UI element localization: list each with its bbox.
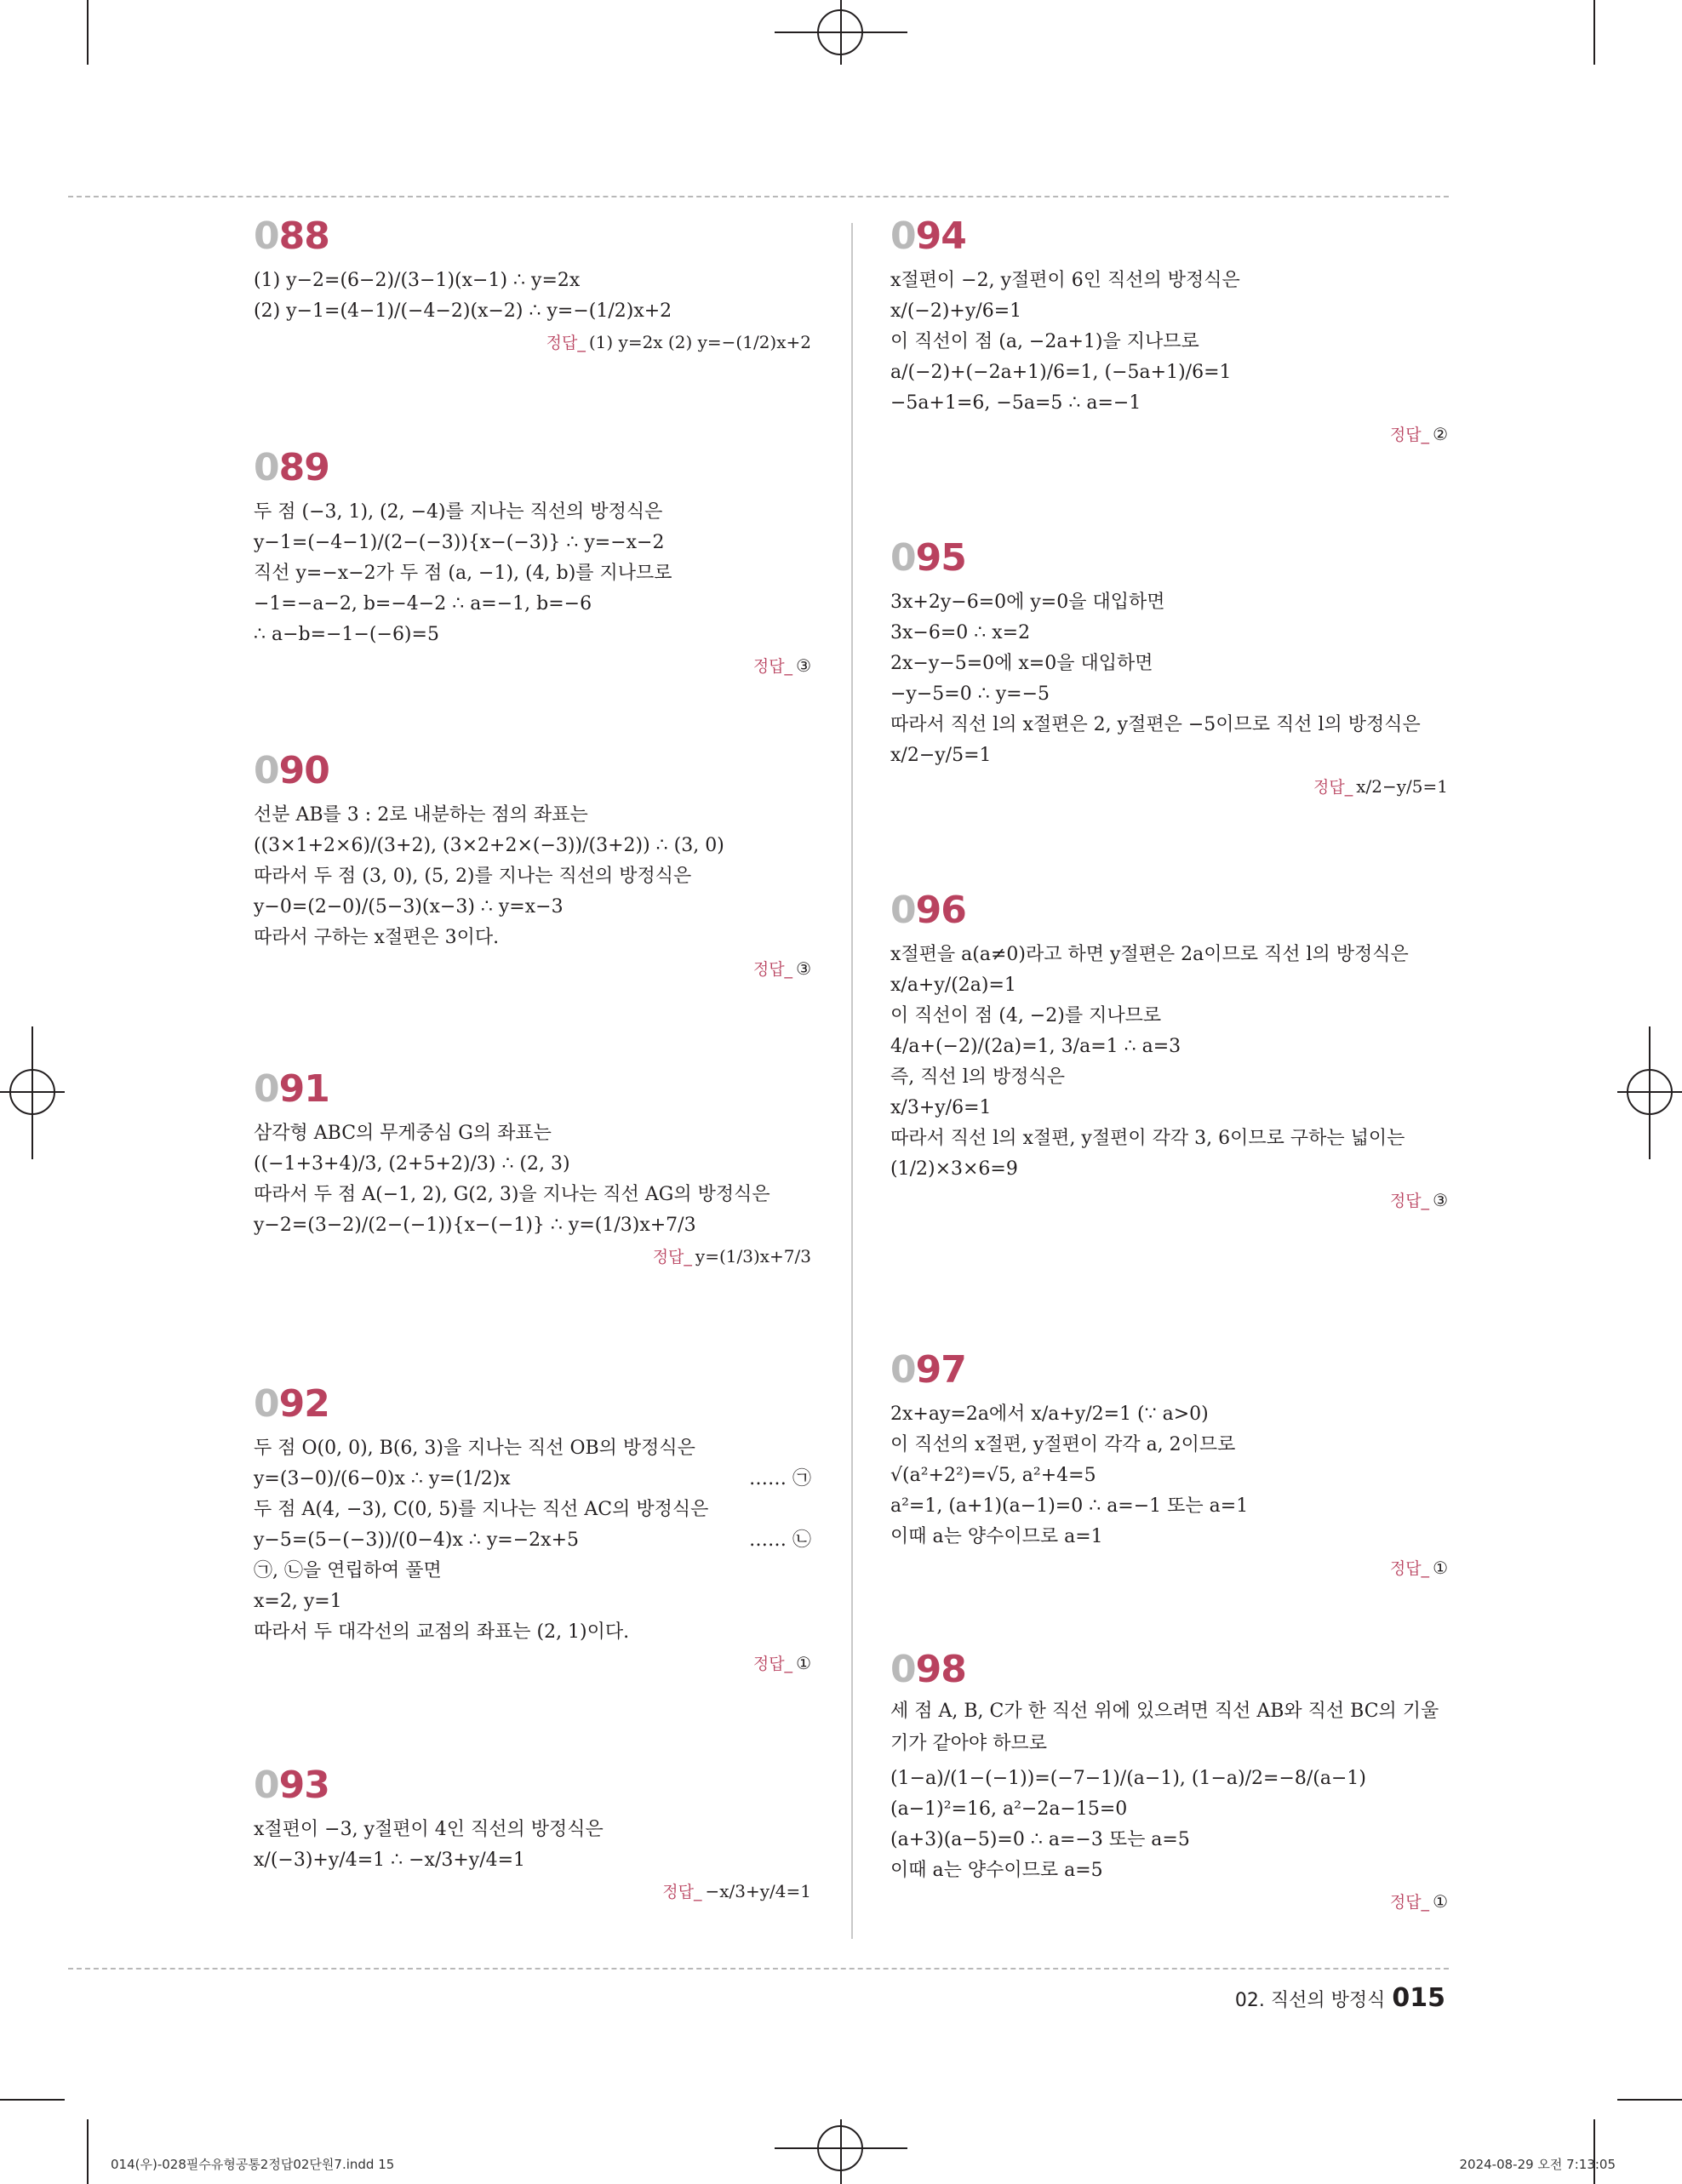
solution-line: 직선 y=−x−2가 두 점 (a, −1), (4, b)를 지나므로 [254, 563, 672, 584]
answer: 정답_ (1) y=2x (2) y=−(1/2)x+2 [546, 332, 811, 352]
solution-line: 두 점 (−3, 1), (2, −4)를 지나는 직선의 방정식은 [254, 501, 663, 523]
solution-line: y−2=(3−2)/(2−(−1)){x−(−1)} ∴ y=(1/3)x+7/3 [254, 1215, 696, 1236]
solution-line: x=2, y=1 [254, 1591, 342, 1612]
solution-line: x절편이 −2, y절편이 6인 직선의 방정식은 [890, 270, 1240, 291]
crop-mark [1617, 2099, 1682, 2101]
solution-line: −1=−a−2, b=−4−2 ∴ a=−1, b=−6 [254, 593, 592, 615]
answer: 정답_ ③ [1389, 1190, 1448, 1210]
answer: 정답_ x/2−y/5=1 [1313, 776, 1448, 797]
print-slug-file: 014(우)-028필수유형공통2정답02단원7.indd 15 [111, 2157, 395, 2172]
solution-line: (1−a)/(1−(−1))=(−7−1)/(a−1), (1−a)/2=−8/(a−1) [890, 1768, 1367, 1789]
solution-line: ㉠, ㉡을 연립하여 풀면 [254, 1560, 442, 1581]
answer: 정답_ ② [1389, 424, 1448, 444]
crop-mark [0, 2099, 65, 2101]
solution-line: 이 직선이 점 (4, −2)를 지나므로 [890, 1005, 1162, 1026]
solution-line: 따라서 두 점 (3, 0), (5, 2)를 지나는 직선의 방정식은 [254, 866, 692, 887]
solution-line: 즉, 직선 l의 방정식은 [890, 1066, 1066, 1088]
problem-090 [254, 746, 811, 980]
page-footer [1235, 1983, 1445, 2013]
solution-line: −5a+1=6, −5a=5 ∴ a=−1 [890, 392, 1141, 414]
solution-line: y−0=(2−0)/(5−3)(x−3) ∴ y=x−3 [254, 896, 564, 918]
column-divider [851, 223, 853, 1939]
solution-line: 삼각형 ABC의 무게중심 G의 좌표는 [254, 1123, 552, 1144]
answer: 정답_ ① [1389, 1558, 1448, 1578]
solution-line: ((3×1+2×6)/(3+2), (3×2+2×(−3))/(3+2)) ∴ (3, 0) [254, 835, 724, 856]
answer: 정답_ ③ [752, 958, 811, 979]
problem-number: 096 [890, 889, 966, 932]
crop-mark [87, 0, 89, 65]
solution-line: 두 점 A(4, −3), C(0, 5)를 지나는 직선 AC의 방정식은 [254, 1499, 709, 1520]
solution-line: 이 직선이 점 (a, −2a+1)을 지나므로 [890, 331, 1199, 352]
solution-line: ((−1+3+4)/3, (2+5+2)/3) ∴ (2, 3) [254, 1153, 570, 1175]
problem-number: 089 [254, 446, 329, 489]
answer: 정답_ ① [1389, 1891, 1448, 1912]
solution-line: 따라서 직선 l의 x절편은 2, y절편은 −5이므로 직선 l의 방정식은 [890, 714, 1421, 735]
solution-line: 따라서 두 대각선의 교점의 좌표는 (2, 1)이다. [254, 1621, 630, 1643]
solution-line: (a+3)(a−5)=0 ∴ a=−3 또는 a=5 [890, 1829, 1190, 1850]
solution-line: x/3+y/6=1 [890, 1097, 992, 1118]
page-number: 015 [1392, 1983, 1445, 2013]
crop-mark [1593, 0, 1595, 65]
answer: 정답_ ① [752, 1653, 811, 1673]
solution-line: 4/a+(−2)/(2a)=1, 3/a=1 ∴ a=3 [890, 1036, 1181, 1057]
solution-line: 두 점 O(0, 0), B(6, 3)을 지나는 직선 OB의 방정식은 [254, 1438, 695, 1459]
solution-line: x/(−2)+y/6=1 [890, 300, 1022, 322]
problem-093 [254, 1760, 811, 1902]
problem-094 [890, 211, 1448, 445]
problem-number: 092 [254, 1382, 329, 1426]
answer: 정답_ ③ [752, 655, 811, 676]
bottom-dashed-rule [68, 1968, 1449, 1970]
problem-091 [254, 1064, 811, 1267]
solution-line: x/a+y/(2a)=1 [890, 975, 1016, 996]
solution-line: y=(3−0)/(6−0)x ∴ y=(1/2)x …… ㉠ [254, 1468, 811, 1489]
problem-089 [254, 443, 811, 677]
problem-095 [890, 533, 1448, 798]
solution-line: 따라서 직선 l의 x절편, y절편이 각각 3, 6이므로 구하는 넓이는 [890, 1128, 1405, 1149]
solution-line: √(a²+2²)=√5, a²+4=5 [890, 1465, 1096, 1486]
solution-line: (1) y−2=(6−2)/(3−1)(x−1) ∴ y=2x [254, 270, 581, 291]
solution-line: 따라서 두 점 A(−1, 2), G(2, 3)을 지나는 직선 AG의 방정식은 [254, 1184, 770, 1205]
solution-line: 선분 AB를 3 : 2로 내분하는 점의 좌표는 [254, 804, 588, 826]
solution-line: (1/2)×3×6=9 [890, 1158, 1018, 1180]
solution-line: −y−5=0 ∴ y=−5 [890, 683, 1050, 705]
solution-line: 세 점 A, B, C가 한 직선 위에 있으려면 직선 AB와 직선 BC의 기울기가 같아야 하므로 [890, 1701, 1439, 1754]
problem-098 [890, 1644, 1448, 1912]
problem-number: 088 [254, 214, 329, 258]
problem-number: 097 [890, 1348, 966, 1392]
problem-number: 094 [890, 214, 966, 258]
solution-line: 3x+2y−6=0에 y=0을 대입하면 [890, 592, 1165, 613]
equation-marker: …… ㉡ [749, 1529, 811, 1551]
solution-line: y−5=(5−(−3))/(0−4)x ∴ y=−2x+5 …… ㉡ [254, 1529, 811, 1551]
solution-line: 이 직선의 x절편, y절편이 각각 a, 2이므로 [890, 1434, 1236, 1455]
problem-092 [254, 1379, 811, 1674]
solution-line: x절편을 a(a≠0)라고 하면 y절편은 2a이므로 직선 l의 방정식은 [890, 944, 1409, 965]
solution-line: 따라서 구하는 x절편은 3이다. [254, 927, 500, 948]
answer: 정답_ y=(1/3)x+7/3 [652, 1246, 811, 1266]
solution-line: ∴ a−b=−1−(−6)=5 [254, 624, 439, 645]
solution-line: y−1=(−4−1)/(2−(−3)){x−(−3)} ∴ y=−x−2 [254, 532, 665, 553]
solution-line: a²=1, (a+1)(a−1)=0 ∴ a=−1 또는 a=1 [890, 1495, 1249, 1517]
problem-number: 093 [254, 1764, 329, 1807]
solution-line: x/2−y/5=1 [890, 745, 992, 766]
answer: 정답_ −x/3+y/4=1 [662, 1881, 811, 1901]
solution-line: 2x−y−5=0에 x=0을 대입하면 [890, 653, 1153, 674]
solution-line: 이때 a는 양수이므로 a=5 [890, 1860, 1103, 1881]
section-title: 02. 직선의 방정식 [1234, 1990, 1386, 2011]
problem-096 [890, 885, 1448, 1211]
problem-097 [890, 1345, 1448, 1579]
solution-line: a/(−2)+(−2a+1)/6=1, (−5a+1)/6=1 [890, 362, 1232, 383]
solution-line: 2x+ay=2a에서 x/a+y/2=1 (∵ a>0) [890, 1404, 1209, 1425]
solution-line: (a−1)²=16, a²−2a−15=0 [890, 1798, 1128, 1820]
solution-line: x절편이 −3, y절편이 4인 직선의 방정식은 [254, 1819, 604, 1840]
equation-marker: …… ㉠ [749, 1468, 811, 1489]
problem-number: 095 [890, 536, 966, 580]
problem-number: 090 [254, 749, 329, 792]
top-dashed-rule [68, 196, 1449, 197]
solution-line: (2) y−1=(4−1)/(−4−2)(x−2) ∴ y=−(1/2)x+2 [254, 300, 672, 322]
problem-number: 091 [254, 1067, 329, 1111]
problem-number: 098 [890, 1648, 966, 1691]
problem-088 [254, 211, 811, 353]
solution-line: 3x−6=0 ∴ x=2 [890, 622, 1031, 643]
crop-mark [87, 2119, 89, 2184]
print-slug-date: 2024-08-29 오전 7:13:05 [1459, 2157, 1616, 2172]
solution-line: 이때 a는 양수이므로 a=1 [890, 1526, 1103, 1547]
solution-line: x/(−3)+y/4=1 ∴ −x/3+y/4=1 [254, 1850, 526, 1871]
crop-mark [1593, 2119, 1595, 2184]
